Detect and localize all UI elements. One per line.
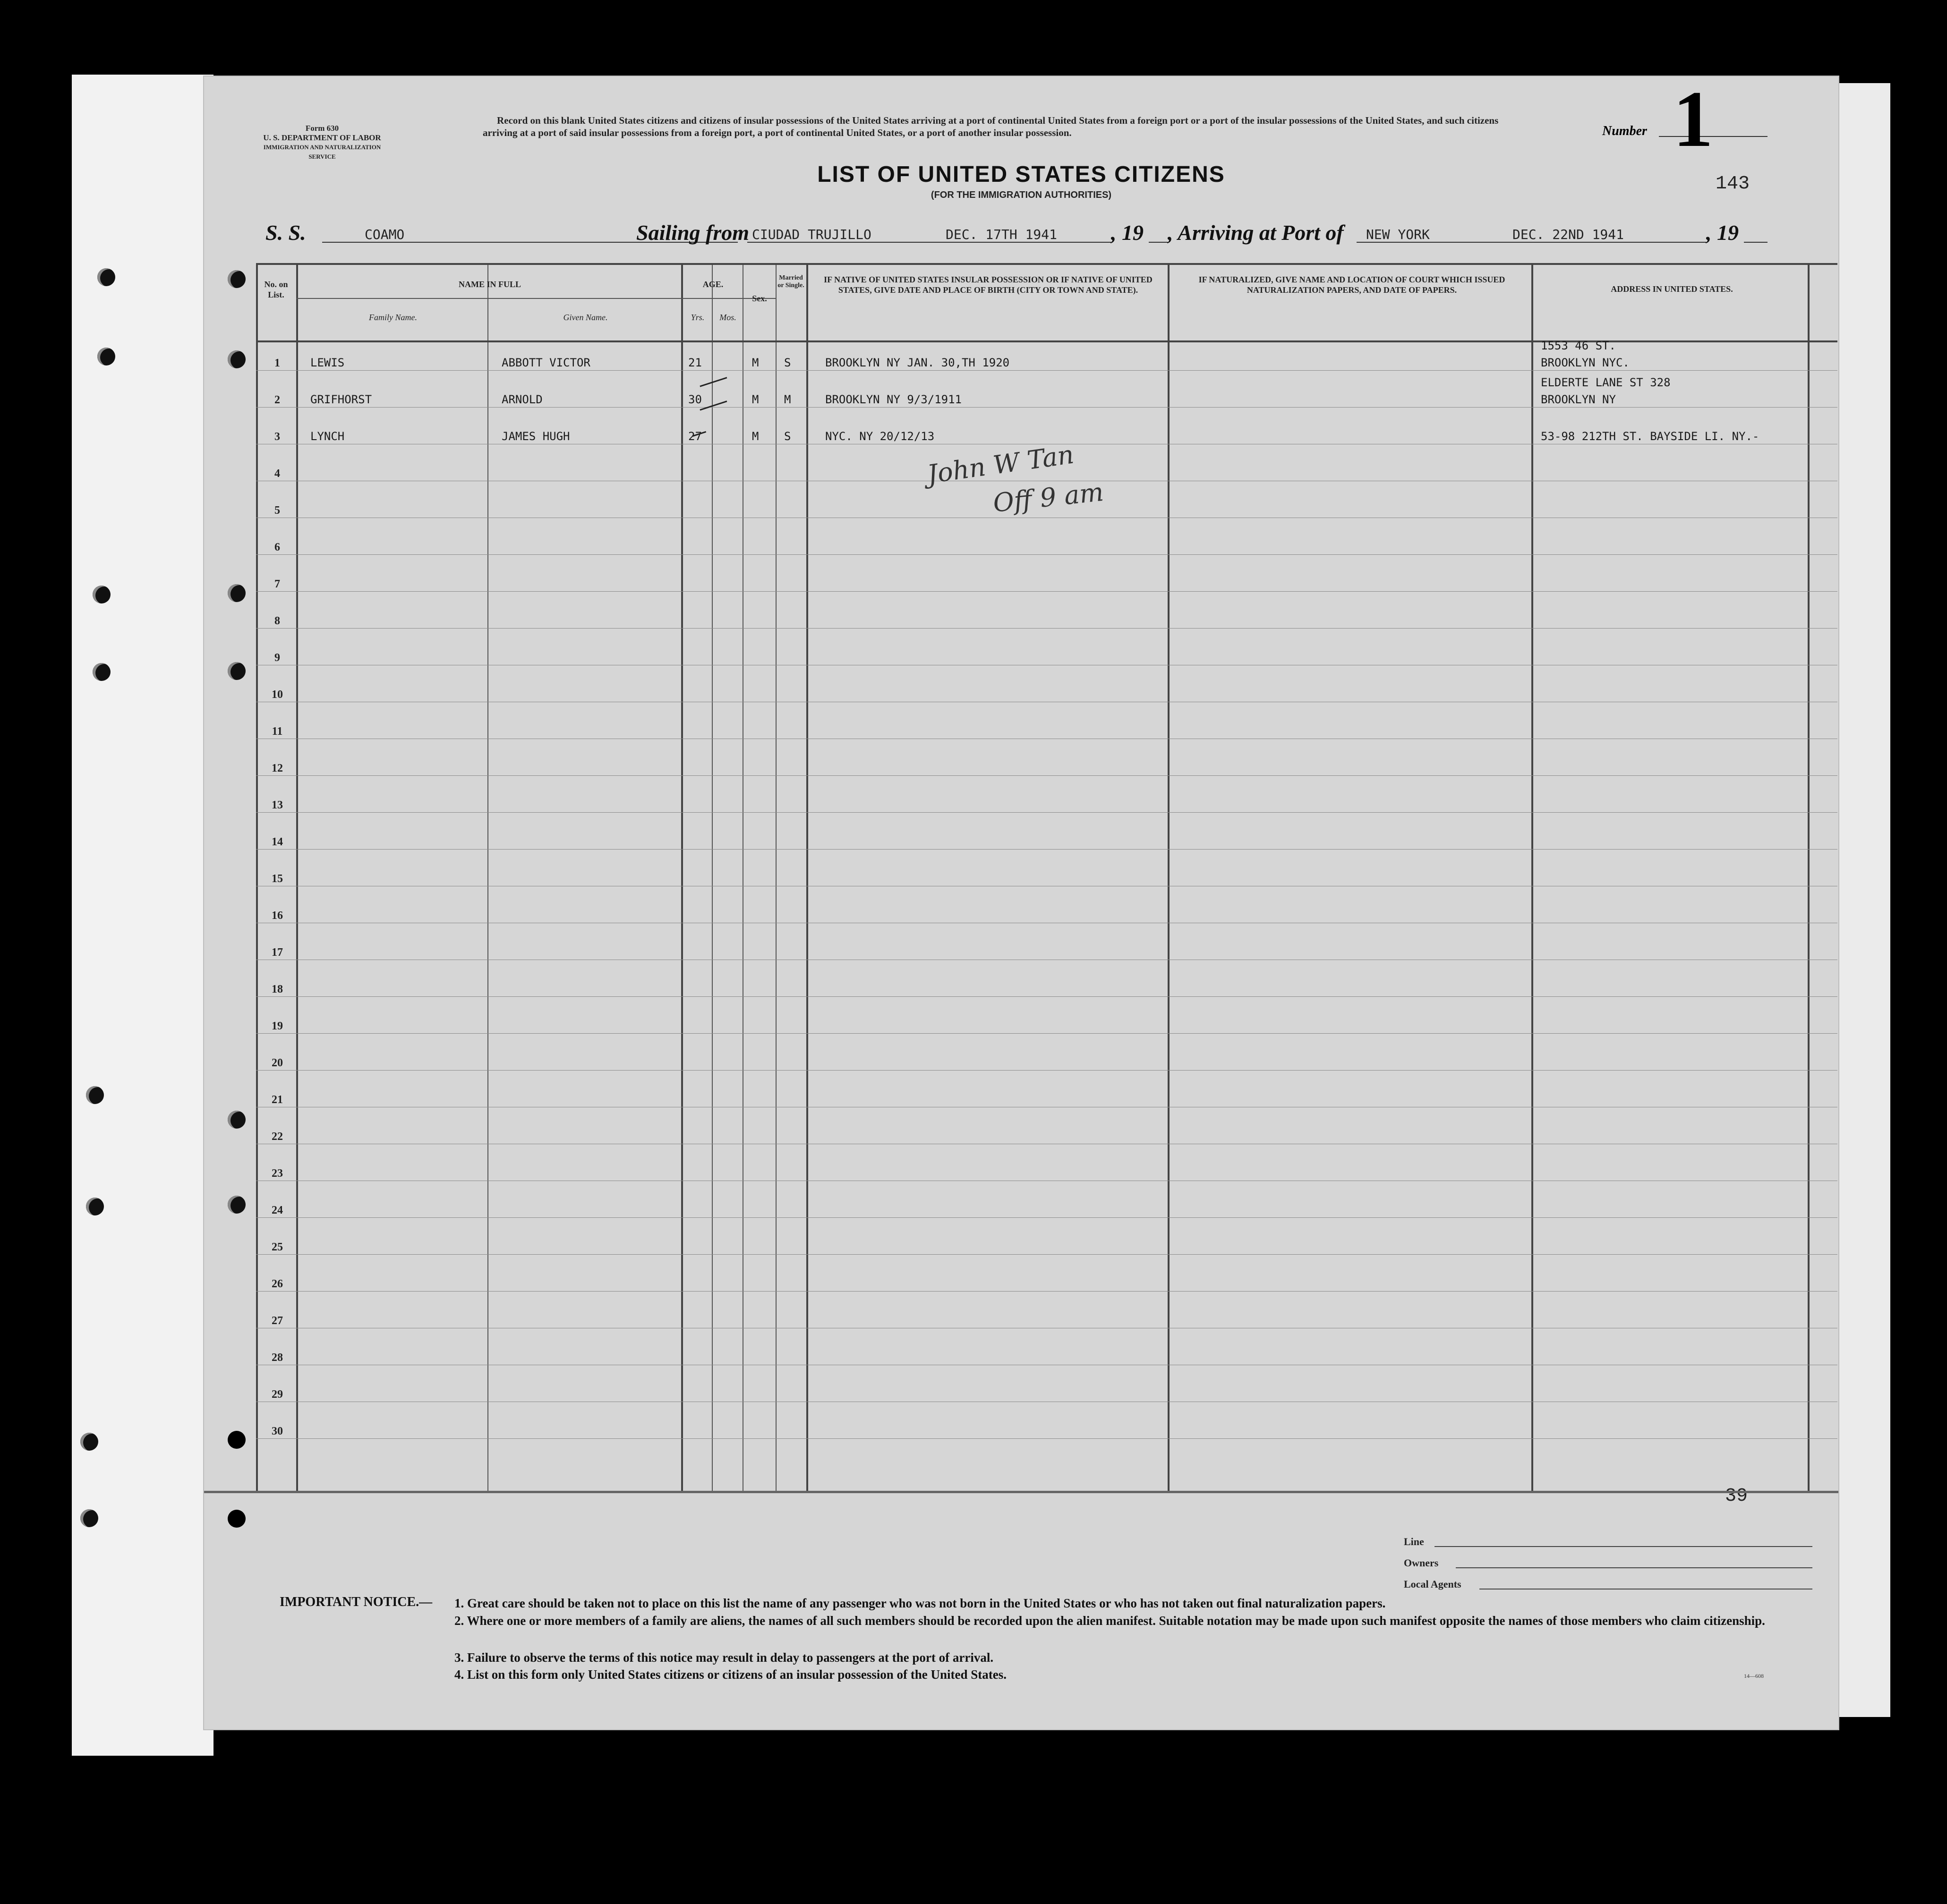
header-address: ADDRESS IN UNITED STATES.: [1611, 284, 1733, 294]
header-native: IF NATIVE OF UNITED STATES INSULAR POSSESSION OR IF NATIVE OF UNITED STATES, GIVE DATE AND PLACE OF BIRTH (CITY OR TOWN AND STATE).: [824, 275, 1153, 295]
binder-hole: [93, 663, 111, 681]
handwritten-signature: John W Tan: [925, 439, 1076, 490]
given-name-cell: JAMES HUGH: [502, 430, 570, 443]
address-line-1-cell: 1553 46 ST.: [1541, 339, 1616, 352]
row-number: 19: [272, 1020, 283, 1032]
given-name-cell: ABBOTT VICTOR: [502, 356, 590, 369]
row-number: 10: [272, 688, 283, 701]
owners-label: Owners: [1404, 1557, 1439, 1569]
sheet-hole: [228, 1510, 246, 1528]
row-number: 13: [272, 799, 283, 811]
page-title: LIST OF UNITED STATES CITIZENS: [817, 162, 1225, 187]
stamp-number: 143: [1716, 173, 1750, 195]
row-number: 24: [272, 1204, 283, 1216]
row-number: 4: [274, 468, 280, 480]
row-number: 1: [274, 357, 280, 369]
line-label: Line: [1404, 1536, 1424, 1547]
row-number: 2: [274, 394, 280, 406]
sheet-hole: [228, 1196, 246, 1214]
row-rule: [256, 775, 1837, 776]
row-number: 22: [272, 1130, 283, 1143]
family-name-cell: LEWIS: [310, 356, 345, 369]
ship-name: COAMO: [365, 227, 405, 242]
department-name: U. S. DEPARTMENT OF LABOR: [263, 133, 381, 142]
address-line-2-cell: BROOKLYN NY: [1541, 393, 1616, 406]
service-name: IMMIGRATION AND NATURALIZATION SERVICE: [263, 144, 381, 160]
handwritten-note: Off 9 am: [991, 476, 1105, 518]
binder-hole: [97, 348, 115, 366]
row-rule: [256, 812, 1837, 813]
notice-title: IMPORTANT NOTICE.—: [280, 1595, 433, 1609]
sailing-year-underline: [1149, 242, 1168, 243]
sheet-hole: [228, 584, 246, 602]
birthplace-cell: BROOKLYN NY 9/3/1911: [825, 393, 962, 406]
arriving-port: NEW YORK: [1366, 227, 1430, 242]
row-number: 21: [272, 1094, 283, 1106]
row-number: 6: [274, 541, 280, 553]
notice-item-4: 4. List on this form only United States citizens or citizens of an insular possession of the United States.: [454, 1667, 1007, 1682]
sailing-underline: [747, 242, 1111, 243]
marital-cell: S: [784, 356, 791, 369]
row-number: 20: [272, 1057, 283, 1069]
sheet-number: 1: [1673, 76, 1713, 163]
header-family-name: Family Name.: [369, 313, 417, 322]
row-number: 25: [272, 1241, 283, 1253]
family-name-cell: LYNCH: [310, 430, 345, 443]
header-years: Yrs.: [691, 313, 705, 322]
sailing-date: DEC. 17TH 1941: [946, 227, 1058, 242]
row-number: 14: [272, 836, 283, 848]
background-sheet-left: [72, 75, 213, 1756]
age-years-cell: 27: [688, 430, 702, 443]
row-rule: [256, 554, 1837, 555]
row-rule: [256, 591, 1837, 592]
record-instructions: Record on this blank United States citizens and citizens of insular possessions of the United States arriving at a port of continental United States from a foreign port or a port of the insular possessions of the United States, and such citizens arriving at a port of said insular possessions from a foreign port, a port of continental United States, or a port of another insular possession.: [483, 115, 1499, 138]
local-agents-underline: [1479, 1589, 1812, 1590]
row-rule: [256, 1254, 1837, 1255]
arriving-date: DEC. 22ND 1941: [1512, 227, 1624, 242]
row-number: 12: [272, 762, 283, 774]
arriving-year-underline: [1744, 242, 1768, 243]
binder-hole: [97, 268, 115, 286]
binder-hole: [80, 1433, 98, 1451]
table-bottom-divider: [204, 1491, 1838, 1493]
sailing-port: CIUDAD TRUJILLO: [752, 227, 871, 242]
row-rule: [256, 407, 1837, 408]
voyage-line: [204, 218, 1838, 246]
notice-item-3: 3. Failure to observe the terms of this notice may result in delay to passengers at the port of arrival.: [454, 1650, 994, 1665]
row-rule: [256, 849, 1837, 850]
local-agents-label: Local Agents: [1404, 1578, 1461, 1590]
age-check-mark: [689, 421, 706, 437]
given-name-cell: ARNOLD: [502, 393, 543, 406]
header-given-name: Given Name.: [563, 313, 608, 322]
margin-number: 39: [1725, 1486, 1748, 1507]
row-rule: [256, 1438, 1837, 1439]
notice-item-2: 2. Where one or more members of a family are aliens, the names of all such members should be recorded upon the alien manifest. Suitable notation may be made upon such manifest opposite the names of those members who claim citizenship.: [454, 1614, 1765, 1628]
sheet-hole: [228, 270, 246, 288]
row-number: 29: [272, 1388, 283, 1401]
binder-hole: [86, 1198, 104, 1216]
row-rule: [256, 1291, 1837, 1292]
sailing-label: Sailing from: [636, 221, 750, 245]
row-rule: [256, 996, 1837, 997]
sheet-hole: [228, 662, 246, 680]
row-rule: [256, 1033, 1837, 1034]
notice-item-1: 1. Great care should be taken not to place on this list the name of any passenger who was not born in the United States or who has not taken out final naturalization papers.: [454, 1596, 1386, 1610]
family-name-cell: GRIFHORST: [310, 393, 372, 406]
age-years-cell: 30: [688, 393, 702, 406]
header-age: AGE.: [702, 280, 724, 289]
marital-cell: M: [784, 393, 791, 406]
page-subtitle: (FOR THE IMMIGRATION AUTHORITIES): [931, 190, 1112, 200]
row-number: 30: [272, 1425, 283, 1437]
binder-hole: [86, 1086, 104, 1104]
row-rule: [256, 1217, 1837, 1218]
row-number: 27: [272, 1315, 283, 1327]
header-marital: Married or Single.: [777, 274, 804, 289]
birthplace-cell: NYC. NY 20/12/13: [825, 430, 935, 443]
owners-underline: [1456, 1567, 1812, 1568]
sailing-year: , 19: [1111, 221, 1144, 245]
form-identifier: [261, 124, 384, 162]
sex-cell: M: [752, 430, 759, 443]
header-months: Mos.: [719, 313, 736, 322]
arriving-label: , Arriving at Port of: [1168, 221, 1344, 245]
header-name-in-full: NAME IN FULL: [458, 280, 521, 289]
row-number: 17: [272, 946, 283, 959]
header-no-on-list: No. on List.: [264, 280, 288, 299]
row-number: 9: [274, 652, 280, 664]
address-line-1-cell: 53-98 212TH ST. BAYSIDE LI. NY.-: [1541, 430, 1759, 443]
row-number: 11: [272, 725, 283, 738]
sheet-hole: [228, 350, 246, 368]
header-naturalized: IF NATURALIZED, GIVE NAME AND LOCATION OF COURT WHICH ISSUED NATURALIZATION PAPERS, AND DATE OF PAPERS.: [1198, 275, 1505, 295]
age-years-cell: 21: [688, 356, 702, 369]
birthplace-cell: BROOKLYN NY JAN. 30,TH 1920: [825, 356, 1010, 369]
row-number: 8: [274, 615, 280, 627]
row-number: 15: [272, 873, 283, 885]
sheet-hole: [228, 1111, 246, 1129]
row-number: 23: [272, 1167, 283, 1180]
row-rule: [256, 1070, 1837, 1071]
row-number: 3: [274, 431, 280, 443]
binder-hole: [93, 586, 111, 604]
row-number: 16: [272, 910, 283, 922]
header-sex: Sex.: [752, 294, 767, 303]
binder-hole: [80, 1509, 98, 1527]
address-line-1-cell: ELDERTE LANE ST 328: [1541, 376, 1671, 389]
manifest-sheet: [204, 76, 1838, 1729]
row-number: 28: [272, 1352, 283, 1364]
number-label: Number: [1602, 124, 1647, 138]
row-number: 26: [272, 1278, 283, 1290]
line-underline: [1435, 1546, 1812, 1547]
sex-cell: M: [752, 356, 759, 369]
marital-cell: S: [784, 430, 791, 443]
sheet-hole: [228, 1431, 246, 1449]
form-number: Form 630: [305, 124, 339, 133]
row-rule: [256, 370, 1837, 371]
address-line-2-cell: BROOKLYN NYC.: [1541, 356, 1630, 369]
row-rule: [256, 628, 1837, 629]
row-number: 7: [274, 578, 280, 590]
sex-cell: M: [752, 393, 759, 406]
form-code: 14—608: [1744, 1673, 1764, 1679]
arriving-year: , 19: [1706, 221, 1739, 245]
arriving-underline: [1357, 242, 1706, 243]
row-number: 5: [274, 504, 280, 517]
row-number: 18: [272, 983, 283, 995]
ss-label: S. S.: [265, 221, 306, 245]
